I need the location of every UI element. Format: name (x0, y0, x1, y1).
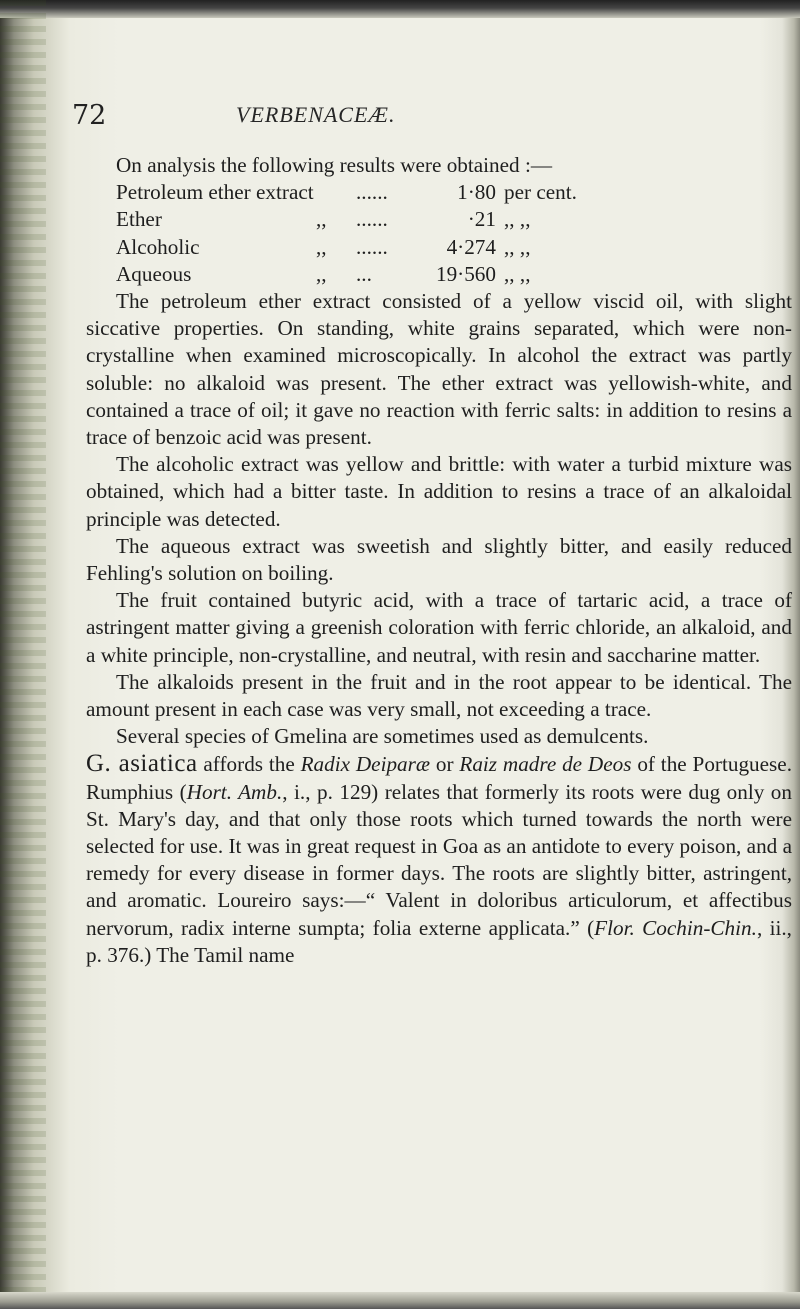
row-unit: per cent. (504, 180, 577, 205)
leader-dots: ...... (356, 207, 388, 232)
table-row (116, 261, 604, 288)
row-label: Aqueous (116, 261, 192, 286)
row-unit: ,, ,, (504, 261, 531, 286)
ditto-mark: ,, (316, 207, 327, 232)
paragraph-alkaloids: The alkaloids present in the fruit and in the root appear to be identical. The amount present in each case was very small, not exceeding a trace. (86, 669, 792, 722)
book-page (60, 70, 800, 1292)
paragraph-petroleum-extract: The petroleum ether extract consisted of a yellow viscid oil, with slight siccative properties. On standing, white grains separated, which were non-crystalline when examined microscopically. In alcohol the extract was partly soluble: no alkaloid was present. The ether extract was yellowish-white, and contained a trace of oil; it gave no reaction with ferric salts: in addition to resins a trace of benzoic acid was present. (86, 289, 792, 450)
citation-title: Hort. Amb. (186, 779, 283, 804)
text-run: , i., p. 129) relates that formerly its roots were dug only on St. Mary's day, and that only those roots which turned towards the north were selected for use. It was in great request in Goa as an antidote to every poison, and a remedy for every disease in former days. The roots are slightly bitter, astringent, and aromatic. Loureiro says:—“ Valent in doloribus articulorum, et affectibus nervorum, radix interne sumpta; folia externe applicata.” ( (86, 779, 792, 940)
table-row (116, 179, 604, 206)
ditto-mark: ,, (316, 261, 327, 286)
italic-term: Radix Deiparæ (300, 752, 431, 777)
row-value: 4·274 (446, 234, 496, 259)
row-label: Alcoholic (116, 234, 200, 259)
text-run: of the Portuguese. Rumphius ( (86, 752, 792, 804)
table-row (116, 206, 604, 233)
text-run: , ii., p. 376.) The Tamil name (86, 915, 792, 967)
italic-term: Raiz madre de Deos (459, 752, 632, 777)
ditto-mark (316, 179, 356, 206)
text-run: affords the (197, 752, 301, 777)
leader-dots: ... (356, 261, 372, 286)
text-run: or (430, 752, 460, 777)
row-unit: ,, ,, (504, 207, 531, 232)
running-title: VERBENACEÆ. (236, 102, 396, 127)
table-row (116, 234, 604, 261)
scan-top-edge (0, 0, 800, 18)
scan-left-edge (0, 0, 46, 1309)
analysis-table (116, 179, 604, 288)
row-label: Petroleum ether extract (116, 180, 314, 205)
paragraph-alcoholic-extract: The alcoholic extract was yellow and brittle: with water a turbid mixture was obtained, which had a bitter taste. In addition to resins a trace of an alkaloidal principle was detected. (86, 452, 792, 531)
row-value: ·21 (467, 207, 496, 232)
scan-bottom-edge (0, 1292, 800, 1309)
row-label: Ether (116, 207, 162, 232)
page-body (86, 152, 792, 969)
paragraph-gmelina-species: Several species of Gmelina are sometimes used as demulcents. (116, 724, 649, 749)
paragraph-fruit: The fruit contained butyric acid, with a trace of tartaric acid, a trace of astringent matter giving a greenish coloration with ferric chloride, an alkaloid, and a white principle, non-crystalline, and neutral, with resin and saccharine matter. (86, 588, 792, 667)
paragraph-aqueous-extract: The aqueous extract was sweetish and slightly bitter, and easily reduced Fehling's solution on boiling. (86, 533, 792, 586)
leader-dots: ...... (356, 234, 388, 259)
analysis-intro: On analysis the following results were obtained :— (116, 153, 553, 177)
leader-dots: ...... (356, 180, 388, 205)
row-unit: ,, ,, (504, 234, 531, 259)
species-name: G. asiatica (86, 750, 198, 778)
ditto-mark: ,, (316, 234, 327, 259)
paragraph-g-asiatica (86, 750, 792, 969)
citation-title: Flor. Cochin-Chin. (594, 915, 757, 940)
page-number: 72 (72, 100, 107, 131)
row-value: 1·80 (457, 180, 496, 205)
row-value: 19·560 (435, 261, 496, 286)
page-header (60, 96, 800, 136)
